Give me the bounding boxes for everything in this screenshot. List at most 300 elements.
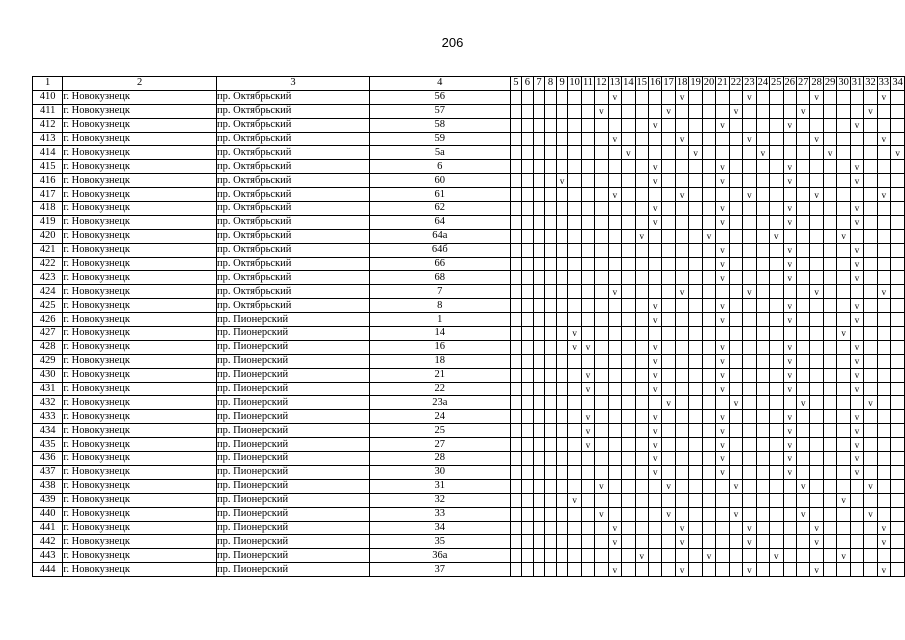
header-col-7: 7	[533, 77, 545, 91]
header-col-17: 17	[663, 77, 674, 89]
empty-cell	[702, 465, 715, 479]
table-row	[33, 271, 905, 285]
empty-cell	[581, 160, 594, 174]
empty-cell	[850, 90, 863, 104]
empty-cell	[533, 452, 545, 466]
empty-cell	[510, 563, 522, 577]
table-row	[33, 563, 905, 577]
empty-cell	[837, 424, 850, 438]
empty-cell	[533, 549, 545, 563]
empty-cell	[635, 146, 648, 160]
empty-cell	[522, 229, 534, 243]
empty-cell	[877, 549, 890, 563]
table-row	[33, 160, 905, 174]
empty-cell	[756, 535, 769, 549]
empty-cell	[877, 313, 890, 327]
empty-cell	[545, 438, 557, 452]
empty-cell	[545, 243, 557, 257]
street-cell: пр. Октябрьский	[217, 160, 370, 174]
empty-cell	[675, 493, 688, 507]
empty-cell	[783, 229, 796, 243]
empty-cell	[891, 215, 905, 229]
empty-cell	[556, 354, 568, 368]
mark-cell: v	[783, 410, 796, 424]
empty-cell	[891, 132, 905, 146]
empty-cell	[635, 174, 648, 188]
empty-cell	[510, 313, 522, 327]
empty-cell	[510, 118, 522, 132]
empty-cell	[581, 202, 594, 216]
empty-cell	[522, 271, 534, 285]
empty-cell	[689, 299, 702, 313]
empty-cell	[545, 313, 557, 327]
empty-cell	[796, 174, 809, 188]
header-col-32: 32	[865, 77, 876, 89]
header-col-31: 31	[851, 77, 863, 89]
mark-cell: v	[662, 104, 675, 118]
mark-cell: v	[675, 132, 688, 146]
empty-cell	[533, 479, 545, 493]
table-row	[33, 146, 905, 160]
street-cell: пр. Октябрьский	[217, 174, 370, 188]
mark-cell: v	[783, 452, 796, 466]
empty-cell	[837, 132, 850, 146]
empty-cell	[823, 396, 836, 410]
empty-cell	[662, 132, 675, 146]
empty-cell	[743, 424, 756, 438]
mark-cell: v	[850, 368, 863, 382]
empty-cell	[608, 507, 621, 521]
row-number: 419	[33, 215, 63, 229]
empty-cell	[810, 549, 823, 563]
empty-cell	[581, 549, 594, 563]
empty-cell	[510, 285, 522, 299]
empty-cell	[702, 424, 715, 438]
street-cell: пр. Октябрьский	[217, 146, 370, 160]
empty-cell	[729, 132, 742, 146]
empty-cell	[568, 410, 581, 424]
empty-cell	[533, 521, 545, 535]
empty-cell	[770, 368, 783, 382]
empty-cell	[689, 382, 702, 396]
empty-cell	[810, 410, 823, 424]
empty-cell	[729, 188, 742, 202]
empty-cell	[545, 188, 557, 202]
empty-cell	[510, 507, 522, 521]
empty-cell	[556, 90, 568, 104]
empty-cell	[796, 215, 809, 229]
street-cell: пр. Пионерский	[217, 549, 370, 563]
empty-cell	[556, 271, 568, 285]
empty-cell	[545, 202, 557, 216]
city-cell: г. Новокузнецк	[63, 146, 217, 160]
empty-cell	[702, 160, 715, 174]
mark-cell: v	[783, 465, 796, 479]
empty-cell	[533, 257, 545, 271]
empty-cell	[743, 243, 756, 257]
empty-cell	[522, 410, 534, 424]
mark-cell: v	[850, 465, 863, 479]
empty-cell	[810, 243, 823, 257]
empty-cell	[796, 243, 809, 257]
empty-cell	[649, 507, 662, 521]
street-cell: пр. Октябрьский	[217, 118, 370, 132]
empty-cell	[823, 243, 836, 257]
empty-cell	[877, 452, 890, 466]
empty-cell	[662, 438, 675, 452]
empty-cell	[635, 382, 648, 396]
mark-cell: v	[850, 340, 863, 354]
header-col-21: 21	[717, 77, 728, 89]
empty-cell	[568, 257, 581, 271]
empty-cell	[783, 327, 796, 341]
mark-cell: v	[864, 507, 877, 521]
row-number: 442	[33, 535, 63, 549]
empty-cell	[877, 229, 890, 243]
empty-cell	[770, 493, 783, 507]
empty-cell	[864, 354, 877, 368]
empty-cell	[823, 465, 836, 479]
empty-cell	[823, 174, 836, 188]
empty-cell	[729, 340, 742, 354]
empty-cell	[595, 410, 608, 424]
empty-cell	[729, 285, 742, 299]
empty-cell	[568, 90, 581, 104]
empty-cell	[729, 410, 742, 424]
empty-cell	[522, 563, 534, 577]
mark-cell: v	[649, 174, 662, 188]
city-cell: г. Новокузнецк	[63, 160, 217, 174]
street-cell: пр. Пионерский	[217, 563, 370, 577]
empty-cell	[556, 410, 568, 424]
empty-cell	[689, 215, 702, 229]
empty-cell	[689, 118, 702, 132]
city-cell: г. Новокузнецк	[63, 90, 217, 104]
empty-cell	[608, 340, 621, 354]
mark-cell: v	[770, 549, 783, 563]
street-cell: пр. Октябрьский	[217, 285, 370, 299]
empty-cell	[689, 535, 702, 549]
city-cell: г. Новокузнецк	[63, 285, 217, 299]
city-cell: г. Новокузнецк	[63, 340, 217, 354]
row-number: 441	[33, 521, 63, 535]
empty-cell	[796, 271, 809, 285]
empty-cell	[891, 396, 905, 410]
empty-cell	[689, 493, 702, 507]
empty-cell	[522, 465, 534, 479]
empty-cell	[689, 521, 702, 535]
header-col-34: 34	[892, 77, 903, 89]
empty-cell	[635, 257, 648, 271]
empty-cell	[622, 452, 635, 466]
empty-cell	[556, 368, 568, 382]
empty-cell	[716, 188, 729, 202]
table-row	[33, 243, 905, 257]
empty-cell	[662, 215, 675, 229]
empty-cell	[510, 535, 522, 549]
empty-cell	[770, 521, 783, 535]
empty-cell	[675, 507, 688, 521]
empty-cell	[595, 549, 608, 563]
mark-cell: v	[649, 382, 662, 396]
mark-cell: v	[649, 215, 662, 229]
street-cell: пр. Пионерский	[217, 396, 370, 410]
empty-cell	[510, 271, 522, 285]
empty-cell	[568, 549, 581, 563]
empty-cell	[545, 507, 557, 521]
empty-cell	[533, 285, 545, 299]
empty-cell	[823, 382, 836, 396]
table-row	[33, 410, 905, 424]
mark-cell: v	[783, 243, 796, 257]
empty-cell	[837, 313, 850, 327]
empty-cell	[675, 243, 688, 257]
empty-cell	[810, 174, 823, 188]
empty-cell	[850, 493, 863, 507]
empty-cell	[810, 438, 823, 452]
empty-cell	[595, 535, 608, 549]
empty-cell	[729, 382, 742, 396]
empty-cell	[675, 174, 688, 188]
empty-cell	[756, 313, 769, 327]
empty-cell	[635, 479, 648, 493]
empty-cell	[796, 493, 809, 507]
empty-cell	[689, 438, 702, 452]
empty-cell	[891, 118, 905, 132]
house-cell: 7	[370, 285, 511, 299]
empty-cell	[510, 340, 522, 354]
mark-cell: v	[649, 354, 662, 368]
empty-cell	[533, 340, 545, 354]
empty-cell	[891, 188, 905, 202]
empty-cell	[522, 368, 534, 382]
empty-cell	[864, 271, 877, 285]
empty-cell	[864, 160, 877, 174]
empty-cell	[810, 299, 823, 313]
empty-cell	[864, 424, 877, 438]
empty-cell	[770, 452, 783, 466]
mark-cell: v	[810, 188, 823, 202]
empty-cell	[545, 465, 557, 479]
empty-cell	[522, 424, 534, 438]
empty-cell	[770, 479, 783, 493]
empty-cell	[608, 299, 621, 313]
empty-cell	[568, 424, 581, 438]
empty-cell	[608, 174, 621, 188]
empty-cell	[533, 396, 545, 410]
empty-cell	[556, 493, 568, 507]
empty-cell	[622, 215, 635, 229]
empty-cell	[837, 174, 850, 188]
mark-cell: v	[850, 257, 863, 271]
empty-cell	[823, 452, 836, 466]
street-cell: пр. Пионерский	[217, 521, 370, 535]
empty-cell	[877, 340, 890, 354]
header-col-12: 12	[596, 77, 607, 89]
empty-cell	[850, 535, 863, 549]
empty-cell	[568, 299, 581, 313]
empty-cell	[522, 521, 534, 535]
empty-cell	[716, 535, 729, 549]
empty-cell	[770, 215, 783, 229]
empty-cell	[635, 132, 648, 146]
empty-cell	[622, 271, 635, 285]
empty-cell	[635, 493, 648, 507]
empty-cell	[608, 104, 621, 118]
house-cell: 21	[370, 368, 511, 382]
city-cell: г. Новокузнецк	[63, 535, 217, 549]
empty-cell	[770, 243, 783, 257]
empty-cell	[522, 327, 534, 341]
empty-cell	[581, 118, 594, 132]
empty-cell	[581, 396, 594, 410]
empty-cell	[635, 410, 648, 424]
empty-cell	[568, 479, 581, 493]
empty-cell	[568, 285, 581, 299]
empty-cell	[522, 188, 534, 202]
empty-cell	[729, 438, 742, 452]
header-col-11: 11	[582, 77, 594, 89]
empty-cell	[689, 174, 702, 188]
city-cell: г. Новокузнецк	[63, 132, 217, 146]
header-col-6: 6	[522, 77, 534, 91]
empty-cell	[823, 90, 836, 104]
house-cell: 62	[370, 202, 511, 216]
mark-cell: v	[649, 160, 662, 174]
empty-cell	[675, 257, 688, 271]
empty-cell	[716, 507, 729, 521]
empty-cell	[877, 424, 890, 438]
header-col-29: 29	[824, 77, 836, 89]
empty-cell	[770, 257, 783, 271]
empty-cell	[510, 299, 522, 313]
empty-cell	[608, 243, 621, 257]
empty-cell	[837, 340, 850, 354]
page-number: 206	[441, 35, 464, 50]
empty-cell	[689, 479, 702, 493]
empty-cell	[622, 299, 635, 313]
table-row	[33, 493, 905, 507]
city-cell: г. Новокузнецк	[63, 354, 217, 368]
row-number: 438	[33, 479, 63, 493]
mark-cell: v	[850, 424, 863, 438]
empty-cell	[675, 229, 688, 243]
empty-cell	[608, 396, 621, 410]
table-row	[33, 438, 905, 452]
empty-cell	[702, 104, 715, 118]
empty-cell	[850, 549, 863, 563]
mark-cell: v	[850, 118, 863, 132]
empty-cell	[675, 396, 688, 410]
city-cell: г. Новокузнецк	[63, 243, 217, 257]
empty-cell	[510, 160, 522, 174]
mark-cell: v	[581, 368, 594, 382]
street-cell: пр. Пионерский	[217, 424, 370, 438]
empty-cell	[649, 479, 662, 493]
house-cell: 14	[370, 327, 511, 341]
empty-cell	[662, 188, 675, 202]
empty-cell	[568, 313, 581, 327]
mark-cell: v	[850, 174, 863, 188]
empty-cell	[662, 285, 675, 299]
table-row	[33, 382, 905, 396]
mark-cell: v	[716, 313, 729, 327]
empty-cell	[783, 132, 796, 146]
empty-cell	[689, 257, 702, 271]
empty-cell	[770, 118, 783, 132]
empty-cell	[796, 424, 809, 438]
empty-cell	[783, 563, 796, 577]
mark-cell: v	[877, 563, 890, 577]
empty-cell	[510, 90, 522, 104]
empty-cell	[635, 438, 648, 452]
empty-cell	[522, 174, 534, 188]
empty-cell	[783, 493, 796, 507]
empty-cell	[568, 382, 581, 396]
city-cell: г. Новокузнецк	[63, 257, 217, 271]
empty-cell	[823, 354, 836, 368]
empty-cell	[891, 202, 905, 216]
empty-cell	[743, 257, 756, 271]
empty-cell	[891, 271, 905, 285]
mark-cell: v	[716, 257, 729, 271]
empty-cell	[556, 507, 568, 521]
empty-cell	[556, 215, 568, 229]
empty-cell	[823, 549, 836, 563]
empty-cell	[522, 146, 534, 160]
empty-cell	[770, 160, 783, 174]
empty-cell	[689, 313, 702, 327]
empty-cell	[743, 229, 756, 243]
empty-cell	[837, 257, 850, 271]
empty-cell	[545, 271, 557, 285]
empty-cell	[743, 507, 756, 521]
empty-cell	[702, 285, 715, 299]
empty-cell	[702, 382, 715, 396]
mark-cell: v	[850, 410, 863, 424]
empty-cell	[556, 396, 568, 410]
empty-cell	[662, 368, 675, 382]
empty-cell	[675, 104, 688, 118]
mark-cell: v	[783, 257, 796, 271]
empty-cell	[675, 271, 688, 285]
empty-cell	[877, 354, 890, 368]
mark-cell: v	[649, 202, 662, 216]
empty-cell	[533, 354, 545, 368]
row-number: 422	[33, 257, 63, 271]
empty-cell	[568, 563, 581, 577]
empty-cell	[823, 535, 836, 549]
empty-cell	[756, 327, 769, 341]
empty-cell	[810, 271, 823, 285]
city-cell: г. Новокузнецк	[63, 479, 217, 493]
street-cell: пр. Октябрьский	[217, 132, 370, 146]
empty-cell	[595, 340, 608, 354]
mark-cell: v	[796, 104, 809, 118]
empty-cell	[545, 285, 557, 299]
house-cell: 64б	[370, 243, 511, 257]
empty-cell	[756, 174, 769, 188]
empty-cell	[522, 90, 534, 104]
empty-cell	[545, 229, 557, 243]
empty-cell	[595, 271, 608, 285]
city-cell: г. Новокузнецк	[63, 174, 217, 188]
empty-cell	[595, 299, 608, 313]
empty-cell	[635, 285, 648, 299]
empty-cell	[675, 479, 688, 493]
empty-cell	[635, 507, 648, 521]
empty-cell	[729, 327, 742, 341]
